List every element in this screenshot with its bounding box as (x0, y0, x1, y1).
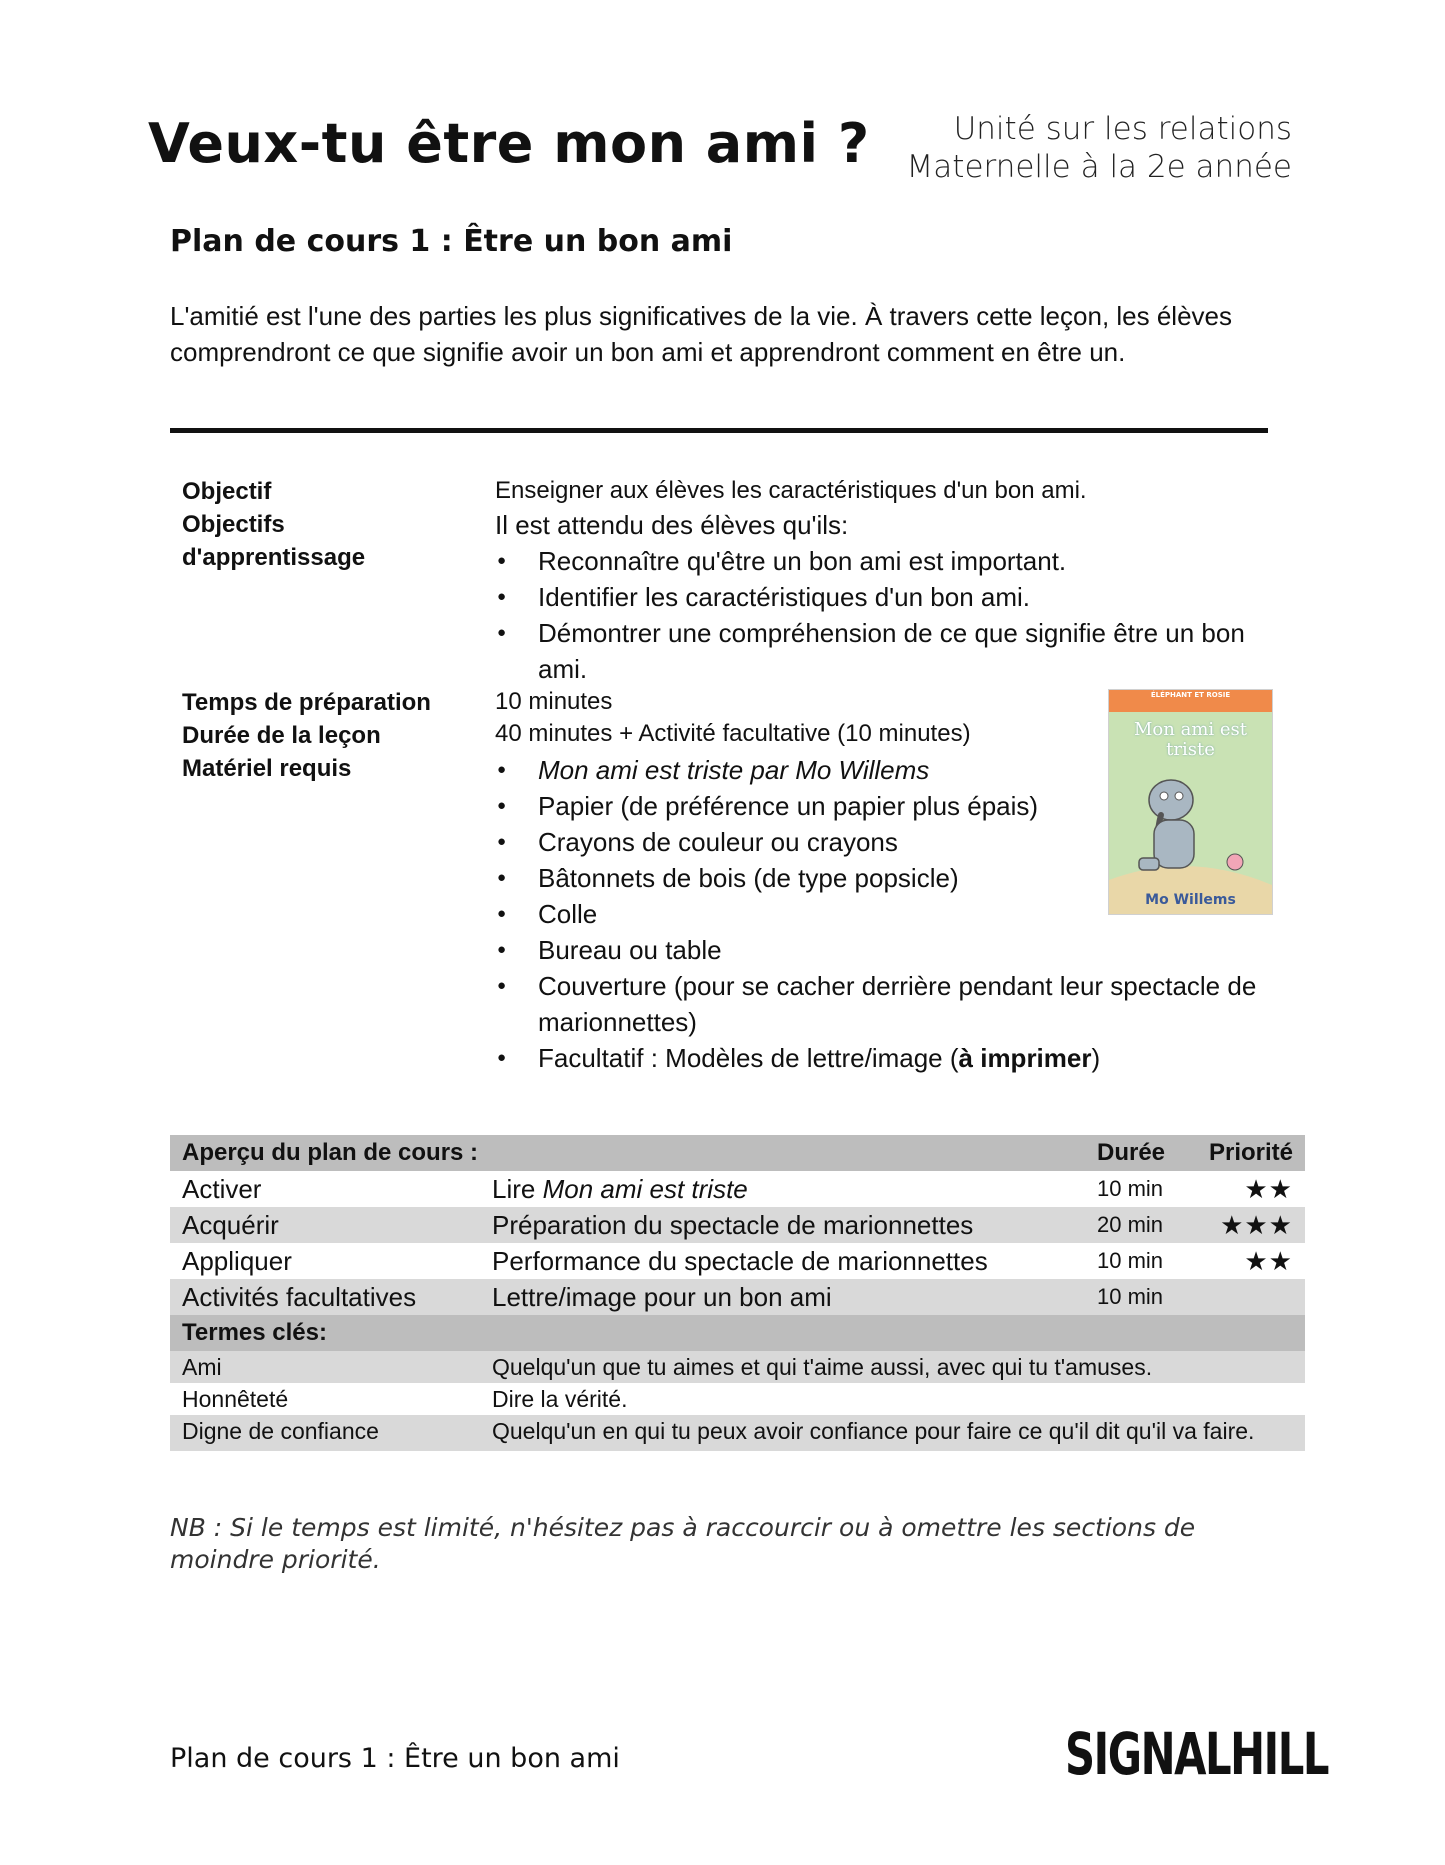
logistics-labels (182, 686, 431, 785)
table-row (170, 1207, 1305, 1243)
definition-cell: Quelqu'un que tu aimes et qui t'aime aussi, avec qui tu t'amuses. (480, 1351, 1305, 1383)
table-row (170, 1279, 1305, 1315)
goals-intro: Il est attendu des élèves qu'ils: (495, 510, 849, 540)
materials-label: Matériel requis (182, 755, 352, 782)
term-cell: Honnêteté (182, 1386, 289, 1412)
print-link-text: à imprimer (958, 1043, 1092, 1073)
page-footer: Plan de cours 1 : Être un bon ami (170, 1743, 620, 1774)
activity-cell: Lettre/image pour un bon ami (480, 1279, 1085, 1315)
list-item: ● Démontrer une compréhension de ce que signifie être un bon ami. (495, 615, 1288, 687)
material-text: ) (1091, 1043, 1101, 1073)
table-row (170, 1351, 1305, 1383)
priority-stars: ★★★ (1185, 1207, 1305, 1243)
book-cover-author: Mo Willems (1145, 892, 1236, 908)
priority-stars (1185, 1279, 1305, 1315)
document-title: Veux-tu être mon ami ? (148, 112, 870, 175)
duration-cell: 10 min (1097, 1176, 1164, 1201)
learning-goals-label: d'apprentissage (182, 544, 366, 571)
activity-cell: Performance du spectacle de marionnettes (492, 1246, 988, 1276)
objectives-block (495, 475, 1295, 687)
book-series-band: ÉLÉPHANT ET ROSIE (1109, 690, 1272, 712)
table-row (170, 1415, 1305, 1451)
book-cover-image (1108, 689, 1273, 915)
intro-line: comprendront ce que signifie avoir un bon ami et apprendront comment en être un. (170, 337, 1126, 367)
lesson-overview-table (170, 1135, 1305, 1451)
intro-paragraph (170, 298, 1280, 370)
prep-time-label: Temps de préparation (182, 689, 431, 716)
list-item: ● Mon ami est triste par Mo Willems (495, 752, 1295, 788)
list-item: ● Bureau ou table (495, 932, 1295, 968)
signalhill-logo: SIGNALHILL (1065, 1720, 1329, 1788)
activity-cell (480, 1171, 1085, 1207)
lesson-heading: Plan de cours 1 : Être un bon ami (170, 224, 733, 259)
key-terms-heading: Termes clés: (170, 1315, 1305, 1351)
list-item: ● Identifier les caractéristiques d'un bon ami. (495, 579, 1295, 615)
duration-cell: 10 min (1085, 1279, 1185, 1315)
duration-label: Durée de la leçon (182, 722, 381, 749)
term-cell: Ami (170, 1351, 480, 1383)
table-row (170, 1243, 1305, 1279)
list-item: ● Colle (495, 896, 1295, 932)
duration-cell: 20 min (1085, 1207, 1185, 1243)
term-cell: Digne de confiance (170, 1415, 480, 1451)
objective-labels (182, 475, 365, 574)
definition-cell: Dire la vérité. (492, 1386, 628, 1412)
section-divider (170, 428, 1268, 433)
overview-heading: Aperçu du plan de cours : (170, 1135, 1085, 1171)
material-text: Facultatif : Modèles de lettre/image ( (538, 1043, 959, 1073)
unit-name: Unité sur les relations (953, 111, 1292, 147)
list-item: ● Papier (de préférence un papier plus épais) (495, 788, 1295, 824)
phase-cell: Activer (182, 1174, 262, 1204)
elephant-illustration (1109, 690, 1272, 914)
table-row (170, 1171, 1305, 1207)
phase-cell: Activités facultatives (170, 1279, 480, 1315)
grade-range: Maternelle à la 2e année (906, 149, 1292, 185)
activity-cell: Préparation du spectacle de marionnettes (480, 1207, 1085, 1243)
list-item: ● Couverture (pour se cacher derrière pendant leur spectacle de marionnettes) (495, 968, 1298, 1040)
list-item: ● Bâtonnets de bois (de type popsicle) (495, 860, 1295, 896)
goals-list (495, 543, 1295, 687)
unit-info (907, 110, 1292, 186)
activity-text: Lire (492, 1174, 543, 1204)
book-cover-title: Mon ami est triste (1134, 719, 1247, 760)
prep-time-value: 10 minutes (495, 688, 613, 715)
definition-cell: Quelqu'un en qui tu peux avoir confiance pour faire ce qu'il dit qu'il va faire. (480, 1415, 1305, 1451)
list-item: ● Crayons de couleur ou crayons (495, 824, 1295, 860)
duration-column-header: Durée (1085, 1135, 1185, 1171)
intro-line: L'amitié est l'une des parties les plus significatives de la vie. À travers cette leçon, les élèves (170, 301, 1233, 331)
learning-goals-label: Objectifs (182, 511, 285, 538)
table-header-row (170, 1135, 1305, 1171)
phase-cell: Appliquer (182, 1246, 292, 1276)
book-title-text: Mon ami est triste (542, 1174, 748, 1204)
duration-value: 40 minutes + Activité facultative (10 minutes) (495, 720, 971, 747)
phase-cell: Acquérir (170, 1207, 480, 1243)
priority-note: NB : Si le temps est limité, n'hésitez pas à raccourcir ou à omettre les sections de moindre priorité. (170, 1513, 1196, 1574)
priority-column-header: Priorité (1185, 1135, 1305, 1171)
key-terms-header-row (170, 1315, 1305, 1351)
list-item (495, 1040, 1295, 1076)
table-row (170, 1383, 1305, 1415)
priority-stars: ★★ (1244, 1246, 1293, 1276)
priority-stars: ★★ (1244, 1174, 1293, 1204)
objective-label: Objectif (182, 478, 272, 505)
list-item: ● Reconnaître qu'être un bon ami est important. (495, 543, 1295, 579)
duration-cell: 10 min (1097, 1248, 1164, 1273)
objective-text: Enseigner aux élèves les caractéristiques d'un bon ami. (495, 477, 1087, 504)
